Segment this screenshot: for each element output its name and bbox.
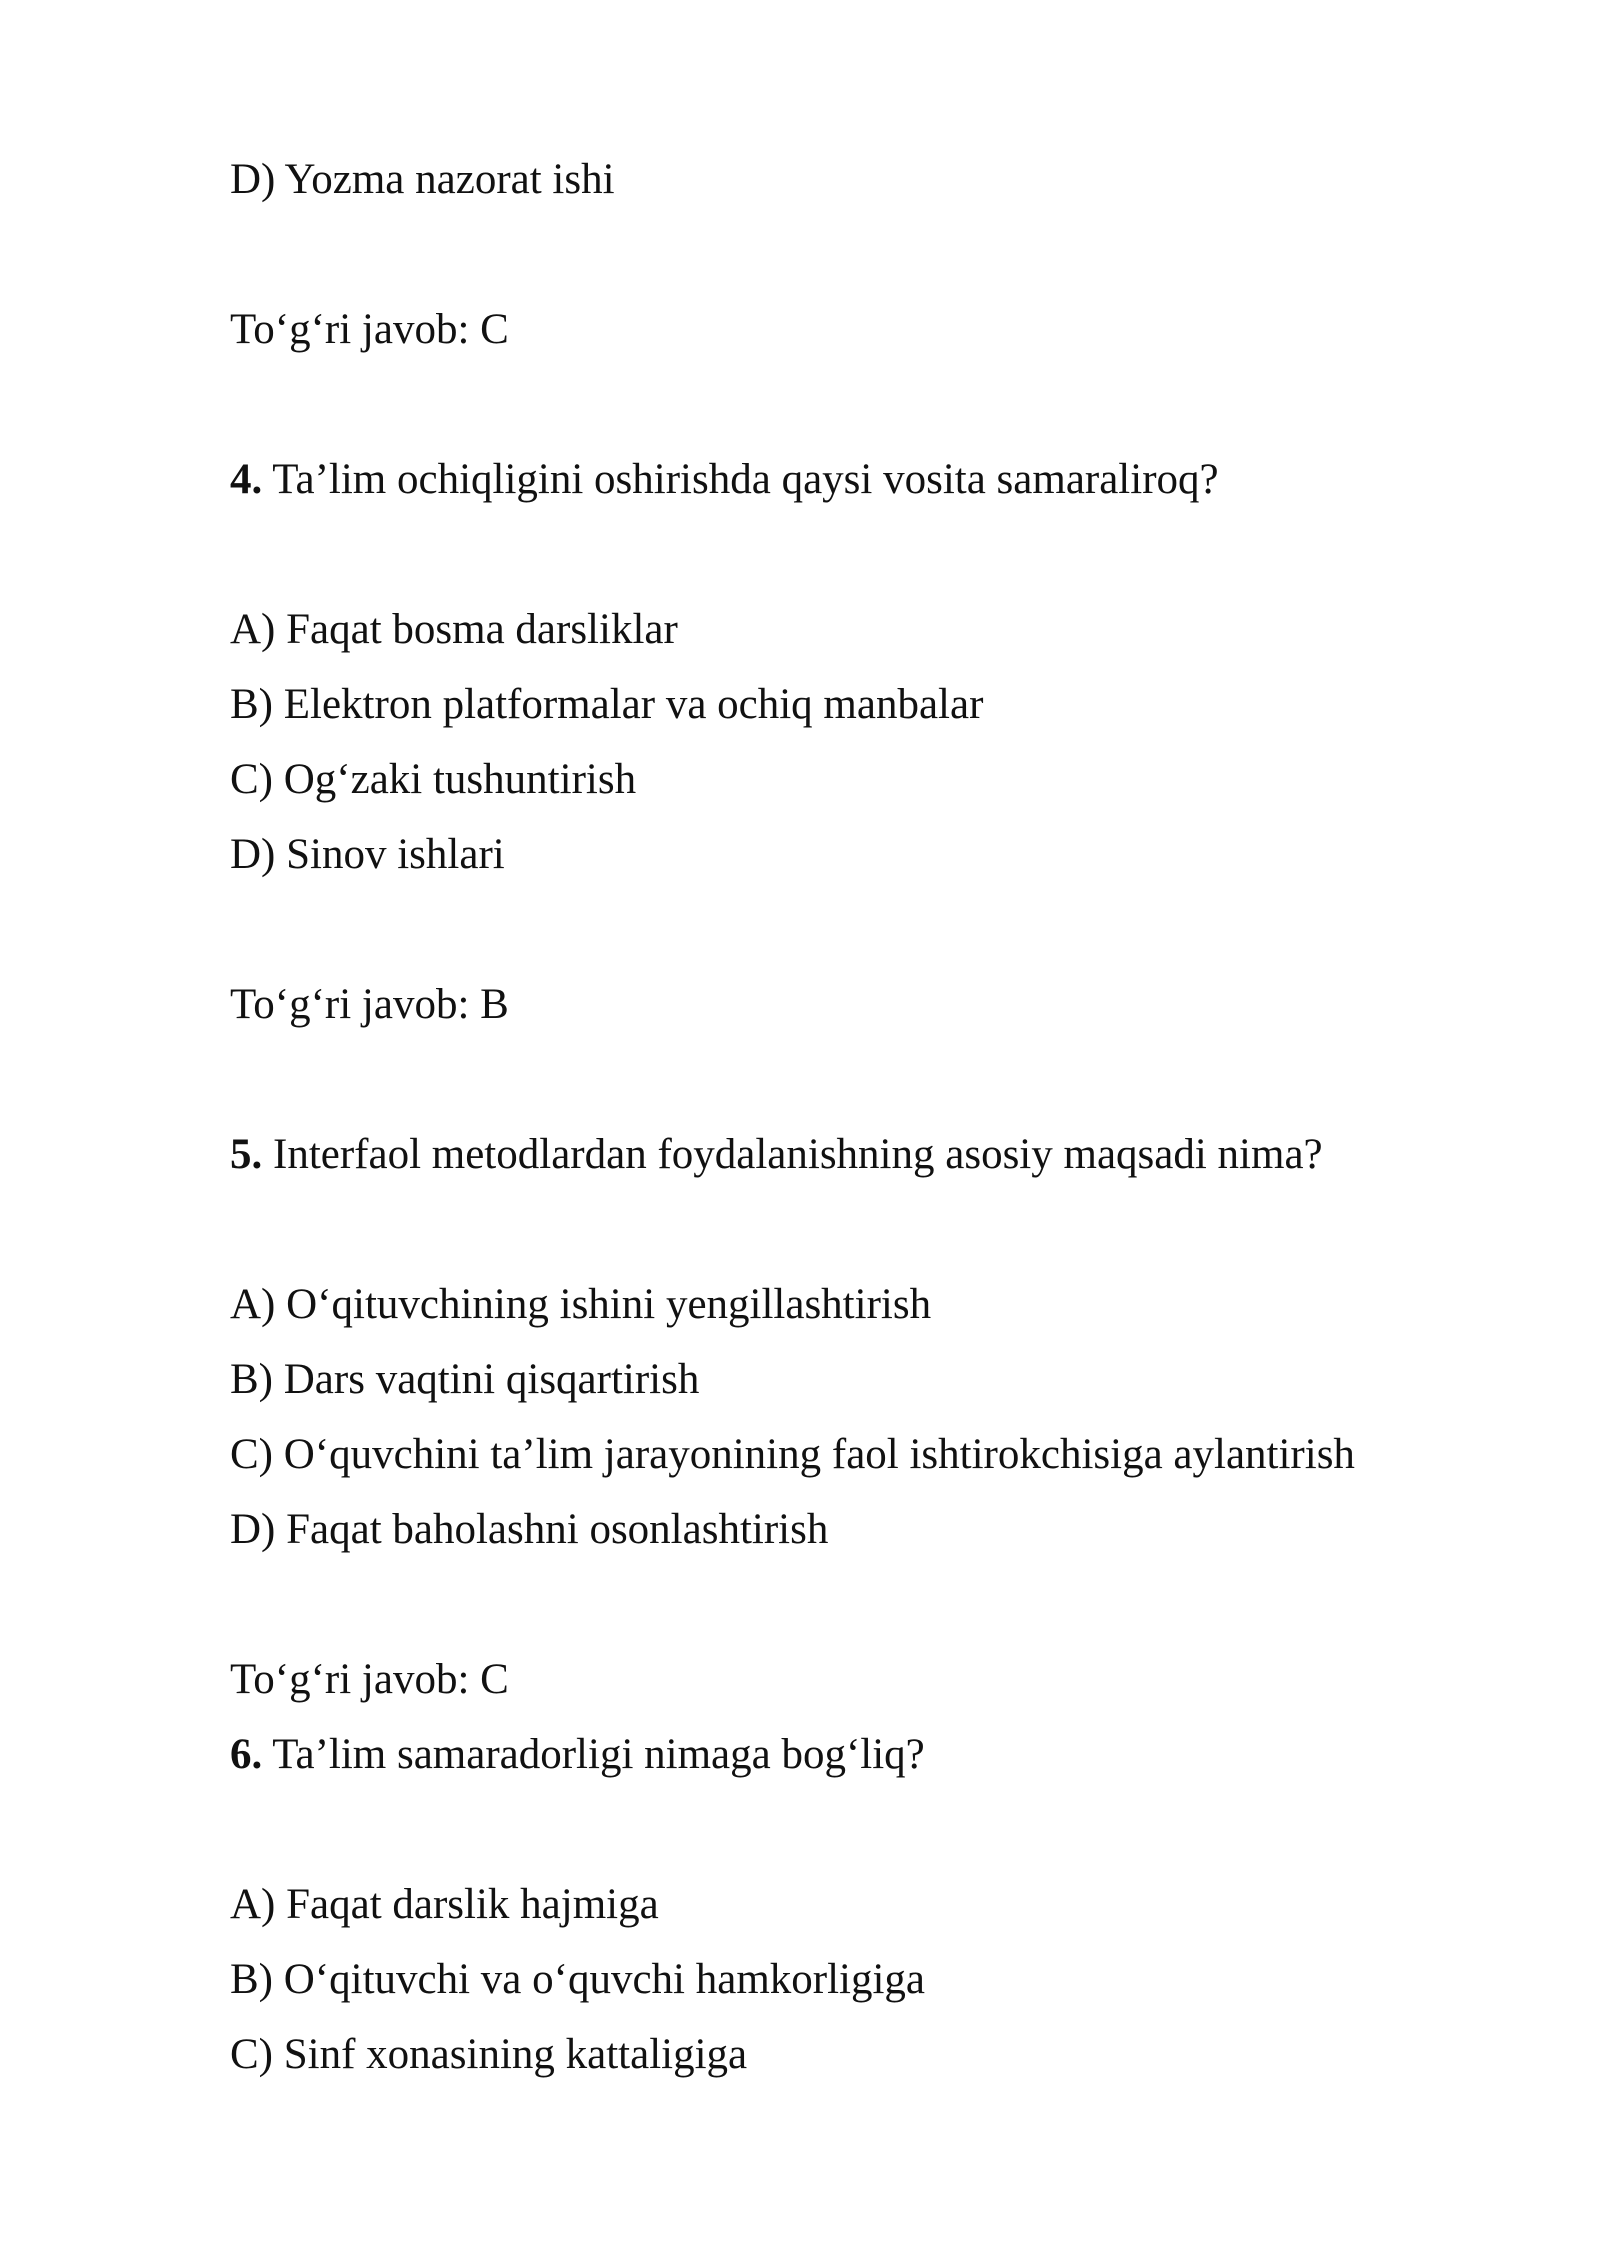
option-line: D) Yozma nazorat ishi: [230, 156, 615, 203]
option-line: D) Faqat baholashni osonlashtirish: [230, 1506, 829, 1553]
answer-line: To‘g‘ri javob: C: [230, 1656, 509, 1703]
option-line: A) O‘qituvchining ishini yengillashtirish: [230, 1281, 932, 1328]
question-line: [230, 1133, 1323, 1176]
question-text: Ta’lim samaradorligi nimaga bog‘liq?: [262, 1731, 925, 1778]
question-number: 4.: [230, 456, 263, 503]
question-number: 6.: [230, 1731, 263, 1778]
option-line: C) O‘quvchini ta’lim jarayonining faol ishtirokchisiga aylantirish: [230, 1431, 1355, 1478]
question-text: Ta’lim ochiqligini oshirishda qaysi vosita samaraliroq?: [262, 456, 1219, 503]
option-line: C) Og‘zaki tushuntirish: [230, 756, 637, 803]
option-line: B) O‘qituvchi va o‘quvchi hamkorligiga: [230, 1956, 926, 2003]
question-text: Interfaol metodlardan foydalanishning asosiy maqsadi nima?: [262, 1131, 1323, 1178]
option-line: C) Sinf xonasining kattaligiga: [230, 2031, 748, 2078]
answer-line: To‘g‘ri javob: C: [230, 306, 509, 353]
option-line: B) Dars vaqtini qisqartirish: [230, 1356, 700, 1403]
option-line: A) Faqat bosma darsliklar: [230, 606, 678, 653]
option-line: A) Faqat darslik hajmiga: [230, 1881, 659, 1928]
option-line: B) Elektron platformalar va ochiq manbalar: [230, 681, 984, 728]
question-line: [230, 458, 1219, 501]
question-line: [230, 1733, 925, 1776]
question-number: 5.: [230, 1131, 263, 1178]
answer-line: To‘g‘ri javob: B: [230, 981, 509, 1028]
option-line: D) Sinov ishlari: [230, 831, 505, 878]
